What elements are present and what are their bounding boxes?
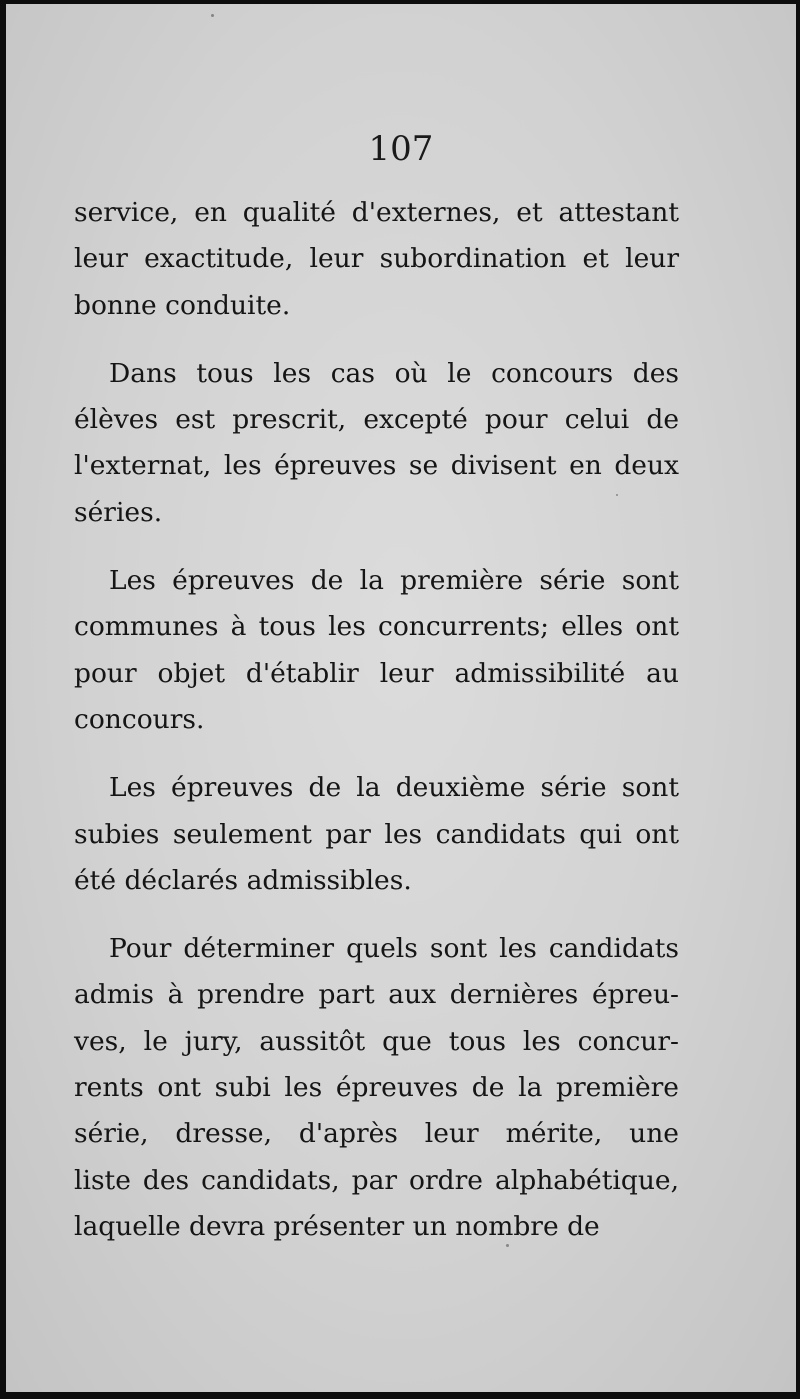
text-line: admis à prendre part aux dernières épreu- <box>74 979 679 1011</box>
text-line: communes à tous les concurrents; elles ont <box>74 611 679 643</box>
paragraph <box>74 765 679 904</box>
text-line: séries. <box>74 496 163 528</box>
text-line: l'externat, les épreuves se divisent en deux <box>74 450 679 482</box>
text-line: pour objet d'établir leur admissibilité au <box>74 657 679 689</box>
text-line: Dans tous les cas où le concours des <box>109 357 679 389</box>
text-line: leur exactitude, leur subordination et leur <box>74 243 679 275</box>
paragraph <box>74 558 679 743</box>
text-line: subies seulement par les candidats qui ont <box>74 818 679 850</box>
paragraph <box>74 190 679 329</box>
paragraph <box>74 926 679 1250</box>
body-text <box>74 190 679 1250</box>
text-line: laquelle devra présenter un nombre de <box>74 1210 600 1242</box>
paper-speck <box>211 14 214 17</box>
text-line: Pour déterminer quels sont les candidats <box>109 933 679 965</box>
text-line: Les épreuves de la première série sont <box>109 565 679 597</box>
text-line: bonne conduite. <box>74 289 291 321</box>
text-line: Les épreuves de la deuxième série sont <box>109 772 679 804</box>
text-line: concours. <box>74 703 205 735</box>
text-line: élèves est prescrit, excepté pour celui de <box>74 404 679 436</box>
text-line: série, dresse, d'après leur mérite, une <box>74 1118 679 1150</box>
text-line: ves, le jury, aussitôt que tous les concur- <box>74 1025 679 1057</box>
text-line: service, en qualité d'externes, et attestant <box>74 197 679 228</box>
page-number: 107 <box>368 129 434 169</box>
text-line: liste des candidats, par ordre alphabétique, <box>74 1164 679 1196</box>
text-line: rents ont subi les épreuves de la première <box>74 1072 679 1104</box>
paragraph <box>74 351 679 536</box>
book-page <box>6 4 796 1392</box>
text-line: été déclarés admissibles. <box>74 864 412 896</box>
